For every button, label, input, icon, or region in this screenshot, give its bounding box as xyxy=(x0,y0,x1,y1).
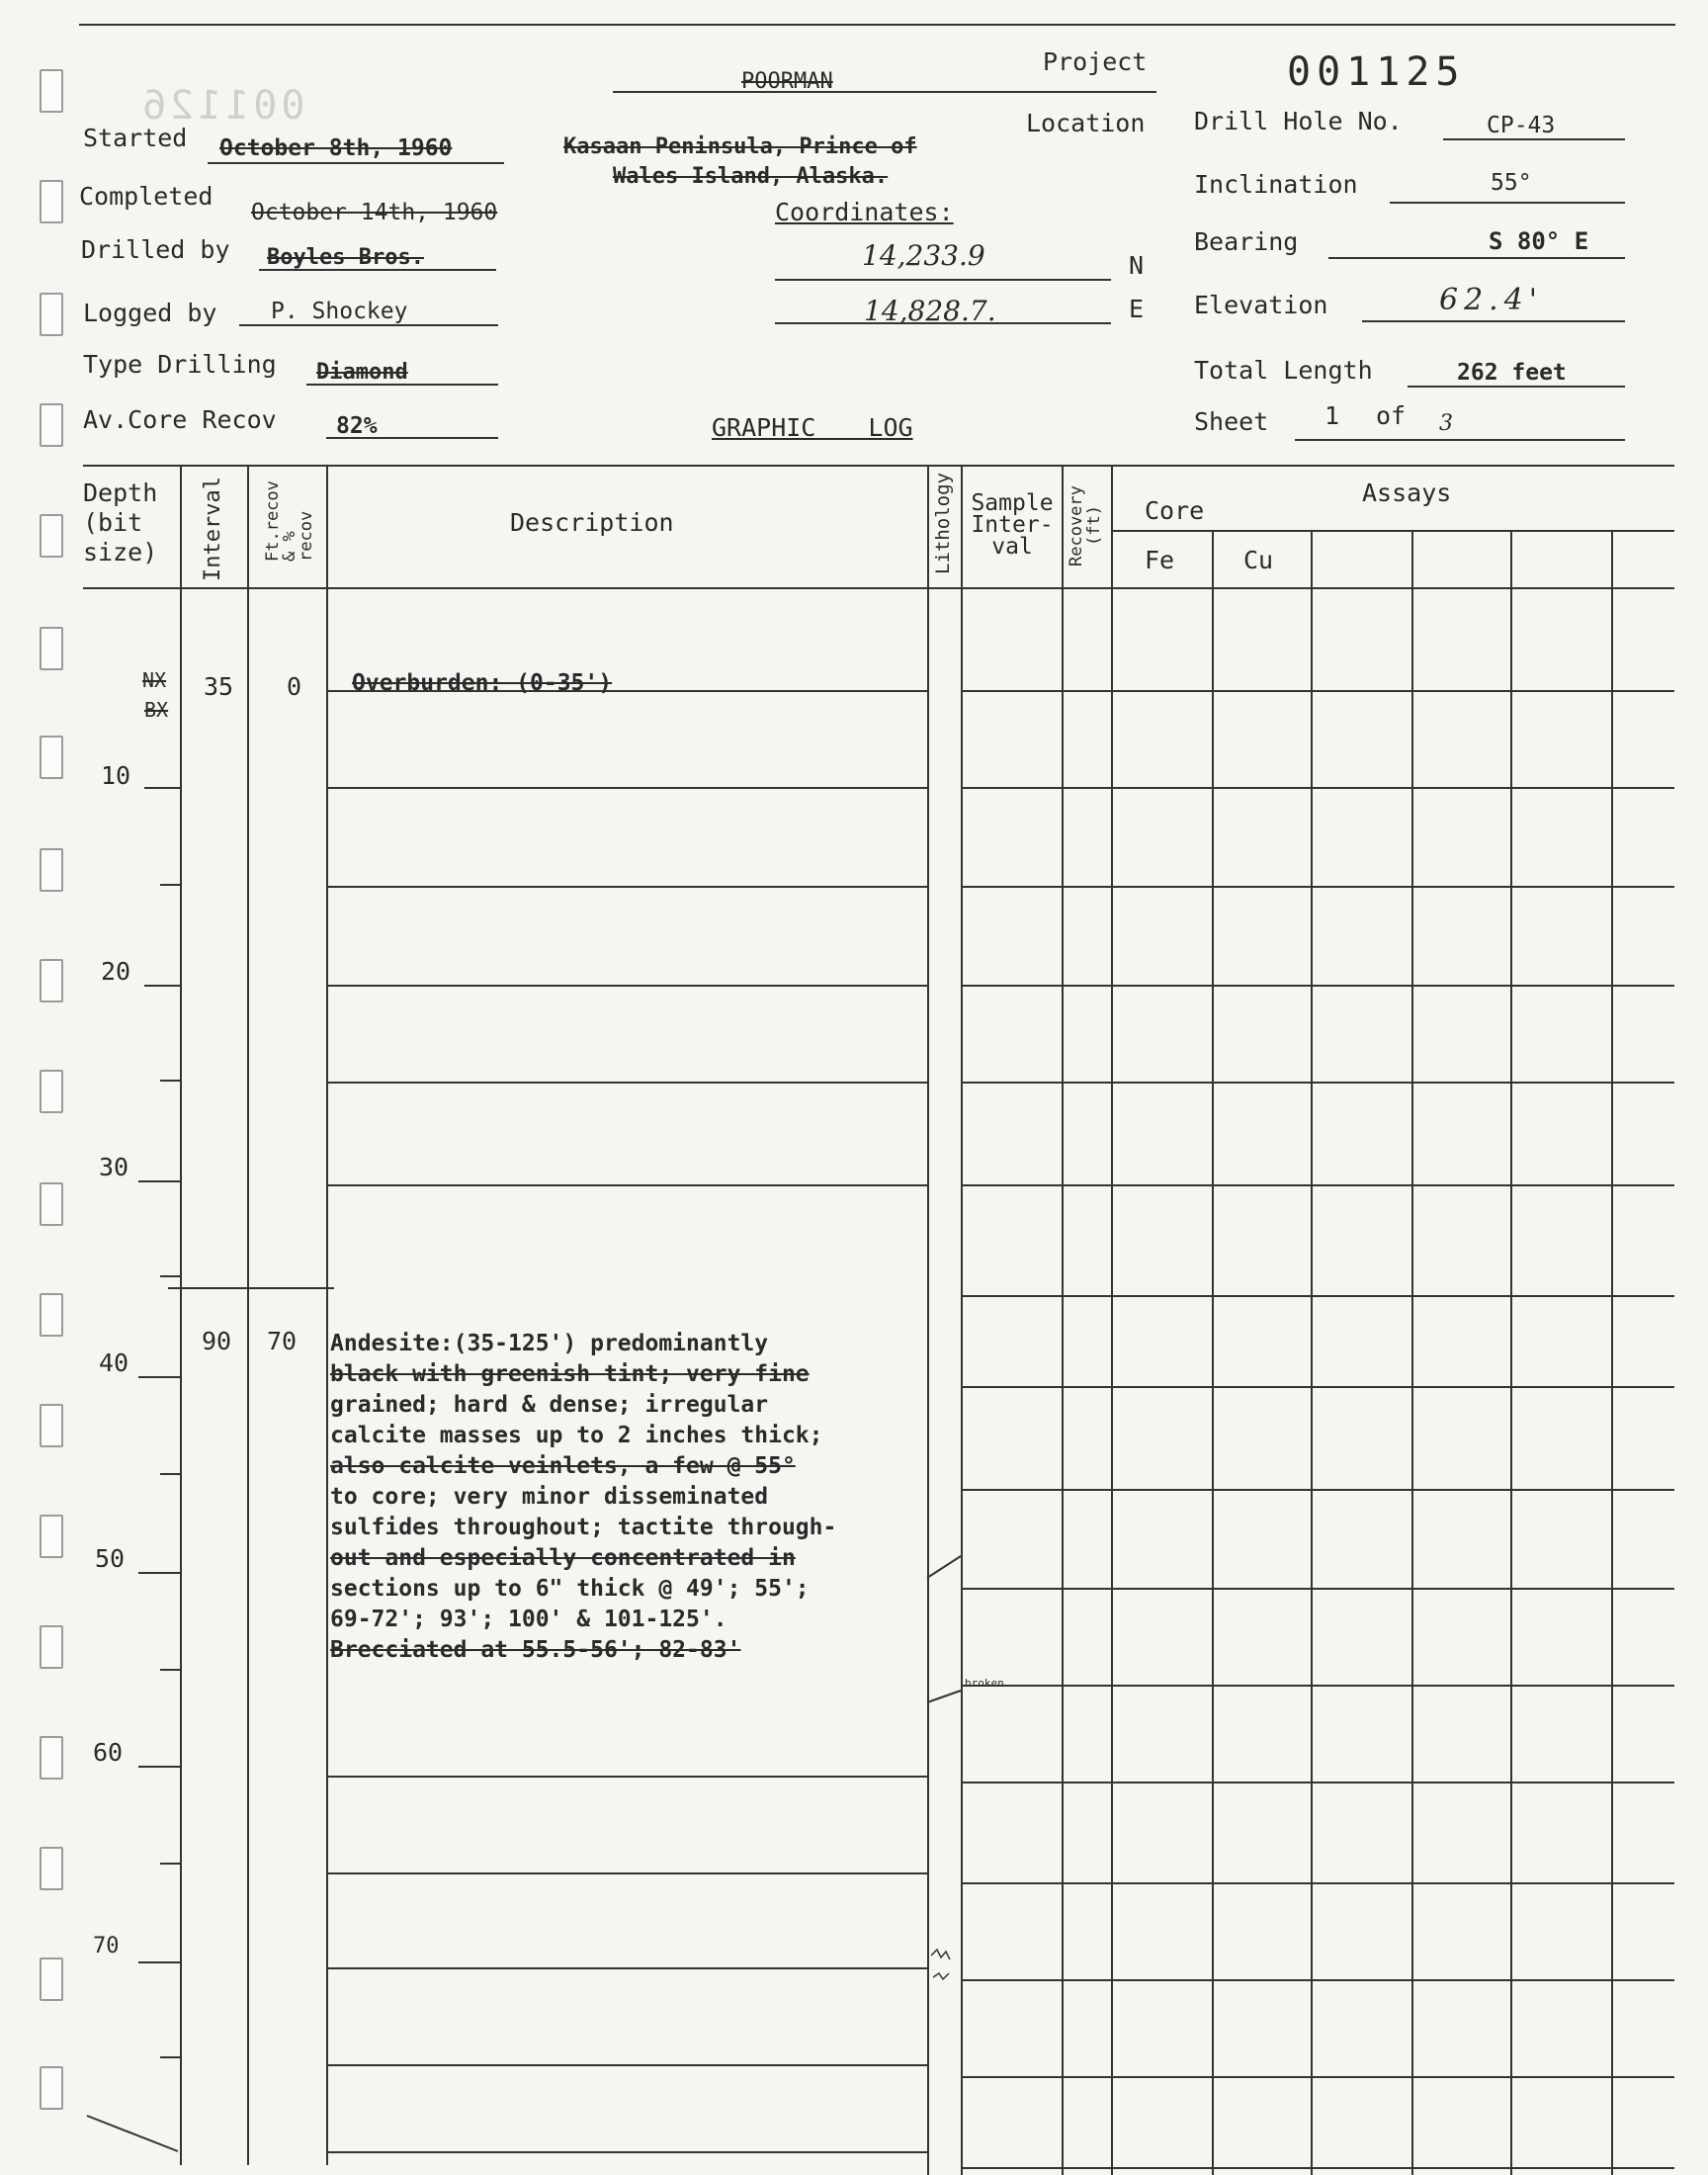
ghost-doc-number: 001126 xyxy=(138,83,305,129)
desc-row-line xyxy=(326,985,927,987)
punch-hole xyxy=(40,1625,63,1669)
depth-tick-minor xyxy=(160,1669,180,1671)
bearing-label: Bearing xyxy=(1194,227,1299,256)
overburden-end-line xyxy=(168,1287,334,1289)
punch-hole xyxy=(40,403,63,447)
entry-recovery: 70 xyxy=(267,1327,298,1355)
punch-hole xyxy=(40,959,63,1002)
sheet-total: 3 xyxy=(1439,411,1453,436)
coord-east-value: 14,828.7. xyxy=(864,295,996,327)
desc-row-line xyxy=(326,1776,927,1778)
punch-hole xyxy=(40,848,63,892)
col-line-sample xyxy=(1062,465,1064,2175)
punch-hole xyxy=(40,514,63,558)
desc-line: calcite masses up to 2 inches thick; xyxy=(330,1423,823,1448)
depth-tick xyxy=(138,1376,180,1378)
lithology-note: broken xyxy=(965,1677,1004,1690)
assay-row-line xyxy=(961,690,1674,692)
desc-line: black with greenish tint; very fine xyxy=(330,1361,810,1387)
punch-hole xyxy=(40,1182,63,1226)
punch-hole xyxy=(40,1070,63,1113)
depth-label-30: 30 xyxy=(99,1153,129,1181)
coord-east-underline xyxy=(775,322,1111,324)
desc-row-line xyxy=(326,1082,927,1084)
assay-row-line xyxy=(961,1295,1674,1297)
punch-hole xyxy=(40,293,63,336)
lithology-contact-mark xyxy=(927,1556,961,1578)
desc-row-line xyxy=(326,787,927,789)
document-number: 001125 xyxy=(1287,49,1466,95)
assay-row-line xyxy=(961,1386,1674,1388)
depth-tick-minor xyxy=(160,1863,180,1865)
project-underline xyxy=(613,91,1156,93)
cu-header: Cu xyxy=(1243,546,1274,574)
elevation-label: Elevation xyxy=(1194,291,1328,319)
coord-north-underline xyxy=(775,279,1111,281)
col-line-recov xyxy=(247,465,249,2165)
coord-north-suffix: N xyxy=(1129,251,1145,280)
sample-header-line-1: Sample xyxy=(971,490,1054,516)
desc-line: sulfides throughout; tactite through- xyxy=(330,1515,837,1540)
fe-header: Fe xyxy=(1145,546,1175,574)
desc-line: Andesite:(35-125') predominantly xyxy=(330,1331,769,1356)
sheet-of-label: of xyxy=(1376,401,1407,430)
assay-row-line xyxy=(961,2167,1674,2169)
core-recov-underline xyxy=(326,437,498,439)
depth-tick xyxy=(138,1961,180,1963)
assay-row-line xyxy=(961,1882,1674,1884)
interval-header: Interval xyxy=(201,477,225,581)
desc-line: 69-72'; 93'; 100' & 101-125'. xyxy=(330,1607,727,1632)
depth-label-10: 10 xyxy=(101,761,131,790)
logged-by-underline xyxy=(239,324,498,326)
core-recov-value: 82% xyxy=(336,413,378,439)
entry-recovery: 0 xyxy=(287,672,302,701)
inclination-value: 55° xyxy=(1491,170,1532,196)
col-line-recovery xyxy=(1111,465,1113,2175)
graphic-log-title: GRAPHIC LOG xyxy=(712,413,913,442)
punch-hole xyxy=(40,1847,63,1890)
completed-label: Completed xyxy=(79,182,214,211)
desc-line: out and especially concentrated in xyxy=(330,1545,796,1571)
breccia-symbol xyxy=(933,1973,949,1979)
location-value-cont: Wales Island, Alaska. xyxy=(613,164,889,189)
assay-row-line xyxy=(961,2076,1674,2078)
col-line-desc xyxy=(326,465,328,2165)
sheet-number: 1 xyxy=(1324,401,1340,430)
depth-tick-minor xyxy=(160,884,180,886)
desc-row-line xyxy=(326,1184,927,1186)
description-header: Description xyxy=(510,508,674,537)
depth-tick xyxy=(144,985,180,987)
bearing-value: S 80° E xyxy=(1489,227,1589,255)
depth-label-70: 70 xyxy=(93,1934,120,1958)
project-label: Project xyxy=(1043,47,1148,76)
drilled-by-value: Boyles Bros. xyxy=(267,245,424,270)
depth-header-line-1: Depth xyxy=(83,478,158,507)
drilled-by-label: Drilled by xyxy=(81,235,230,264)
logged-by-value: P. Shockey xyxy=(271,299,408,324)
breccia-symbol xyxy=(931,1950,950,1959)
lithology-contact-mark xyxy=(927,1691,961,1702)
depth-header-line-2: (bit xyxy=(83,508,143,537)
sheet-underline xyxy=(1295,439,1625,441)
table-top-border xyxy=(83,465,1674,467)
col-line-assay-5 xyxy=(1611,530,1613,2175)
col-line-interval xyxy=(180,465,182,2165)
assay-row-line xyxy=(961,985,1674,987)
punch-hole xyxy=(40,1293,63,1337)
lithology-graphic xyxy=(919,1542,1038,1997)
punch-hole xyxy=(40,180,63,223)
assay-row-line xyxy=(961,787,1674,789)
type-drilling-underline xyxy=(306,384,498,386)
depth-label-20: 20 xyxy=(101,957,131,986)
depth-label-60: 60 xyxy=(93,1738,124,1767)
assay-row-line xyxy=(961,1782,1674,1784)
total-length-underline xyxy=(1408,386,1625,388)
coordinates-label: Coordinates: xyxy=(775,198,954,226)
entry-interval: 90 xyxy=(202,1327,232,1355)
elevation-underline xyxy=(1362,320,1625,322)
desc-line: Brecciated at 55.5-56'; 82-83' xyxy=(330,1637,741,1663)
bit-size-bx: BX xyxy=(144,698,169,722)
started-value: October 8th, 1960 xyxy=(219,135,453,161)
depth-label-50: 50 xyxy=(95,1544,126,1573)
project-value: POORMAN xyxy=(741,69,833,94)
inclination-label: Inclination xyxy=(1194,170,1358,199)
depth-tick-minor xyxy=(160,1473,180,1475)
sample-interval-header xyxy=(965,492,1060,558)
sample-header-line-3: val xyxy=(991,534,1033,560)
punch-hole xyxy=(40,627,63,670)
entry-description xyxy=(330,1329,836,1666)
depth-label-40: 40 xyxy=(99,1348,129,1377)
corner-mark xyxy=(83,2100,192,2159)
bit-size-nx: NX xyxy=(142,668,167,692)
type-drilling-label: Type Drilling xyxy=(83,350,277,379)
depth-tick xyxy=(138,1180,180,1182)
recov-header: Ft.recov & % recov xyxy=(263,480,316,562)
drilled-by-underline xyxy=(259,269,496,271)
entry-interval: 35 xyxy=(204,672,234,701)
col-line-assay-3 xyxy=(1411,530,1413,2175)
bearing-underline xyxy=(1328,257,1625,259)
depth-tick-minor xyxy=(160,1080,180,1082)
logged-by-label: Logged by xyxy=(83,299,217,327)
drill-hole-underline xyxy=(1443,138,1625,140)
coord-north-value: 14,233.9 xyxy=(862,239,985,272)
punch-hole xyxy=(40,1515,63,1558)
depth-tick xyxy=(138,1766,180,1768)
desc-line: also calcite veinlets, a few @ 55° xyxy=(330,1453,796,1479)
desc-line: to core; very minor disseminated xyxy=(330,1484,769,1510)
recovery-header: Recovery (ft) xyxy=(1067,485,1104,566)
punch-hole xyxy=(40,2066,63,2110)
desc-row-line xyxy=(326,1967,927,1969)
punch-hole xyxy=(40,69,63,113)
location-value: Kasaan Peninsula, Prince of xyxy=(563,134,917,159)
punch-hole xyxy=(40,1404,63,1447)
desc-row-line xyxy=(326,886,927,888)
col-line-cu xyxy=(1311,530,1313,2175)
core-header: Core xyxy=(1145,496,1205,525)
coord-east-suffix: E xyxy=(1129,295,1145,323)
depth-tick-minor xyxy=(160,1275,180,1277)
assay-row-line xyxy=(961,1184,1674,1186)
top-border xyxy=(79,24,1675,26)
lithology-header: Lithology xyxy=(932,473,954,574)
elevation-value: 62.4' xyxy=(1439,283,1544,317)
depth-header-line-3: size) xyxy=(83,538,158,566)
assay-row-line xyxy=(961,1489,1674,1491)
punch-hole xyxy=(40,1736,63,1780)
col-line-assay-4 xyxy=(1510,530,1512,2175)
core-recov-label: Av.Core Recov xyxy=(83,405,277,434)
sheet-label: Sheet xyxy=(1194,407,1269,436)
desc-line: sections up to 6" thick @ 49'; 55'; xyxy=(330,1576,810,1602)
depth-header xyxy=(83,478,157,567)
col-line-fe xyxy=(1212,530,1214,2175)
total-length-value: 262 feet xyxy=(1457,360,1567,386)
assay-row-line xyxy=(961,886,1674,888)
drill-hole-label: Drill Hole No. xyxy=(1194,107,1403,135)
desc-line: grained; hard & dense; irregular xyxy=(330,1392,769,1418)
punch-hole xyxy=(40,736,63,779)
entry-title: Overburden: (0-35') xyxy=(352,670,613,696)
table-header-bottom xyxy=(83,587,1674,589)
inclination-underline xyxy=(1390,202,1625,204)
desc-row-line xyxy=(326,2064,927,2066)
assay-row-line xyxy=(961,1082,1674,1084)
sample-header-line-2: Inter- xyxy=(971,512,1054,538)
depth-tick xyxy=(138,1572,180,1574)
started-underline xyxy=(208,162,504,164)
assay-row-line xyxy=(961,1979,1674,1981)
desc-row-line xyxy=(326,1872,927,1874)
assay-row-line xyxy=(961,1685,1674,1687)
started-label: Started xyxy=(83,124,188,152)
depth-tick xyxy=(144,787,180,789)
depth-tick-minor xyxy=(160,2056,180,2058)
assays-header: Assays xyxy=(1362,478,1452,507)
desc-row-line xyxy=(326,2151,927,2153)
location-label: Location xyxy=(1026,109,1146,137)
punch-hole xyxy=(40,1958,63,2001)
assay-row-line xyxy=(961,1588,1674,1590)
assays-subheader-line xyxy=(1113,530,1674,532)
completed-value: October 14th, 1960 xyxy=(251,200,498,225)
drill-hole-value: CP-43 xyxy=(1487,113,1556,138)
type-drilling-value: Diamond xyxy=(316,360,408,385)
total-length-label: Total Length xyxy=(1194,356,1373,385)
